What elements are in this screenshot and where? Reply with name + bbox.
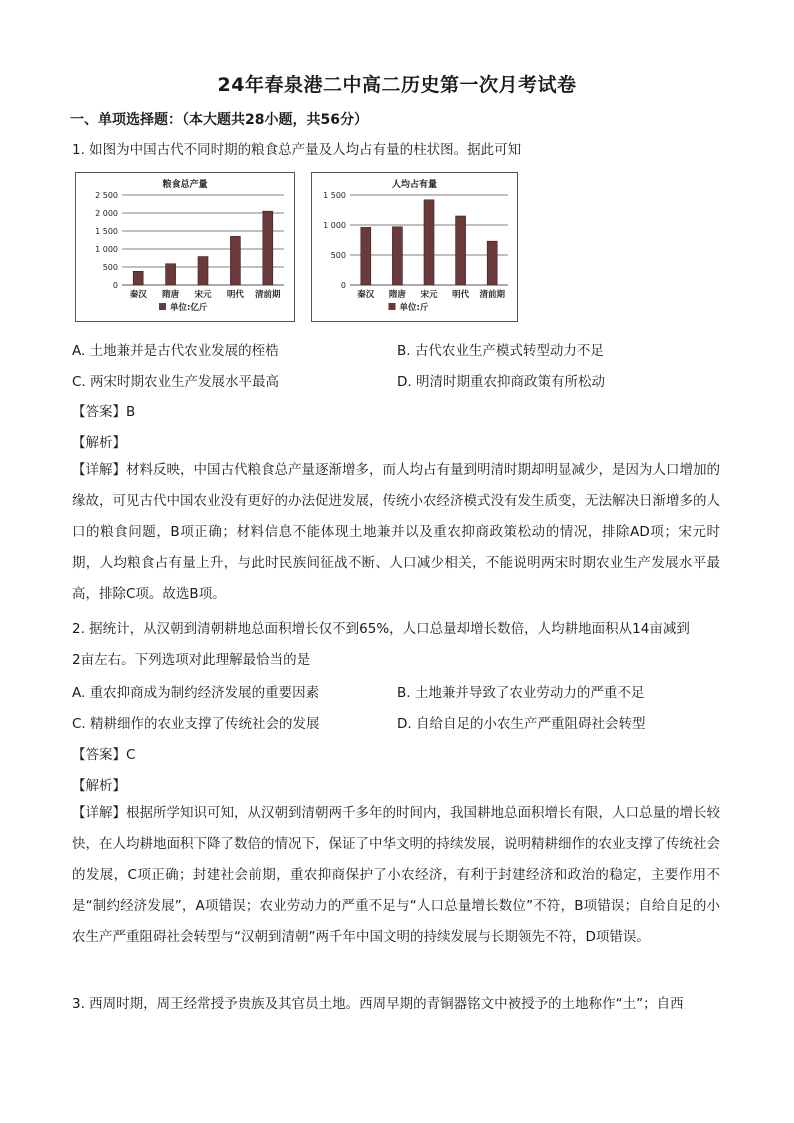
q1-option-b: B. 古代农业生产模式转型动力不足 — [397, 343, 604, 359]
q1-analysis-label: 【解析】 — [72, 435, 126, 451]
y-tick-label: 0 — [112, 281, 118, 290]
section-heading: 一、单项选择题：（本大题共28小题，共56分） — [70, 112, 368, 128]
q2-detail: 【详解】根据所学知识可知，从汉朝到清朝两千多年的时间内，我国耕地总面积增长有限，人口总量的增长较快，在人均耕地面积下降了数倍的情况下，保证了中华文明的持续发展，说明精耕细作的农业支撑了传统社会的发展，C项正确；封建社会前期，重农抑商保护了小农经济，有利于封建经济和政治的稳定，主要作用不是“制约经济发展”，A项错误；农业劳动力的严重不足与“人口总量增长数位”不符，B项错误；自给自足的小农生产严重阻碍社会转型与“汉朝到清朝”两千年中国文明的持续发展与长期领先不符，D项错误。 — [72, 805, 720, 945]
q2-answer: 【答案】C — [72, 747, 136, 763]
page-title: 24年春泉港二中高二历史第一次月考试卷 — [217, 74, 577, 96]
x-tick-label: 宋元 — [420, 290, 438, 300]
x-tick-label: 宋元 — [194, 290, 212, 300]
q2-stem-line1: 2. 据统计，从汉朝到清朝耕地总面积增长仅不到65%，人口总量却增长数倍，人均耕地面积从14亩减到 — [72, 621, 690, 637]
q2-analysis-label: 【解析】 — [72, 778, 126, 794]
x-tick-label: 隋唐 — [162, 290, 180, 300]
bar-隋唐 — [392, 227, 402, 285]
q1-option-c: C. 两宋时期农业生产发展水平最高 — [72, 374, 280, 390]
chart-total-output-svg — [76, 173, 294, 321]
legend-swatch — [389, 303, 396, 310]
x-tick-label: 秦汉 — [357, 290, 375, 300]
legend-label: 单位:亿斤 — [170, 303, 208, 313]
q1-stem: 1. 如图为中国古代不同时期的粮食总产量及人均占有量的柱状图。据此可知 — [72, 142, 522, 158]
chart-title: 粮食总产量 — [162, 180, 208, 190]
q2-stem-line2: 2亩左右。下列选项对此理解最恰当的是 — [72, 652, 311, 668]
bar-宋元 — [198, 257, 208, 285]
q1-option-a: A. 土地兼并是古代农业发展的桎梏 — [72, 343, 279, 359]
q1-detail: 【详解】材料反映，中国古代粮食总产量逐渐增多，而人均占有量到明清时期却明显减少，是因为人口增加的缘故，可见古代中国农业没有更好的办法促进发展，传统小农经济模式没有发生质变，无法解决日渐增多的人口的粮食问题，B项正确；材料信息不能体现土地兼并以及重农抑商政策松动的情况，排除AD项；宋元时期，人均粮食占有量上升，与此时民族间征战不断、人口减少相关，不能说明两宋时期农业生产发展水平最高，排除C项。故选B项。 — [72, 462, 720, 602]
y-tick-label: 2 000 — [95, 209, 118, 218]
x-tick-label: 明代 — [226, 290, 244, 300]
q1-answer: 【答案】B — [72, 404, 136, 420]
bar-清前期 — [263, 211, 273, 285]
x-tick-label: 秦汉 — [129, 290, 147, 300]
bar-清前期 — [487, 241, 497, 285]
y-tick-label: 2 500 — [95, 191, 118, 200]
legend-label: 单位:斤 — [399, 303, 429, 313]
y-tick-label: 1 000 — [323, 221, 346, 230]
bar-秦汉 — [361, 227, 371, 285]
x-tick-label: 清前期 — [255, 290, 281, 300]
q2-option-b: B. 土地兼并导致了农业劳动力的严重不足 — [397, 685, 645, 701]
legend-swatch — [159, 303, 166, 310]
y-tick-label: 500 — [330, 251, 346, 260]
x-tick-label: 清前期 — [479, 290, 505, 300]
x-tick-label: 明代 — [452, 290, 470, 300]
q2-option-a: A. 重农抑商成为制约经济发展的重要因素 — [72, 685, 320, 701]
y-tick-label: 1 000 — [95, 245, 118, 254]
x-tick-label: 隋唐 — [388, 290, 406, 300]
bar-秦汉 — [133, 271, 143, 285]
bar-明代 — [456, 216, 466, 285]
y-tick-label: 0 — [340, 281, 346, 290]
q3-stem: 3. 西周时期，周王经常授予贵族及其官员土地。西周早期的青铜器铭文中被授予的土地称作“土”；自西 — [72, 996, 684, 1012]
y-tick-label: 500 — [102, 263, 118, 272]
bar-宋元 — [424, 200, 434, 285]
q2-option-c: C. 精耕细作的农业支撑了传统社会的发展 — [72, 716, 320, 732]
bar-隋唐 — [166, 264, 176, 285]
y-tick-label: 1 500 — [95, 227, 118, 236]
chart-per-capita — [311, 172, 518, 322]
chart-per-capita-svg — [312, 173, 517, 321]
q1-option-d: D. 明清时期重农抑商政策有所松动 — [397, 374, 605, 390]
q2-option-d: D. 自给自足的小农生产严重阻碍社会转型 — [397, 716, 646, 732]
y-tick-label: 1 500 — [323, 191, 346, 200]
bar-明代 — [230, 236, 240, 285]
chart-title: 人均占有量 — [391, 180, 438, 190]
chart-total-output — [75, 172, 295, 322]
